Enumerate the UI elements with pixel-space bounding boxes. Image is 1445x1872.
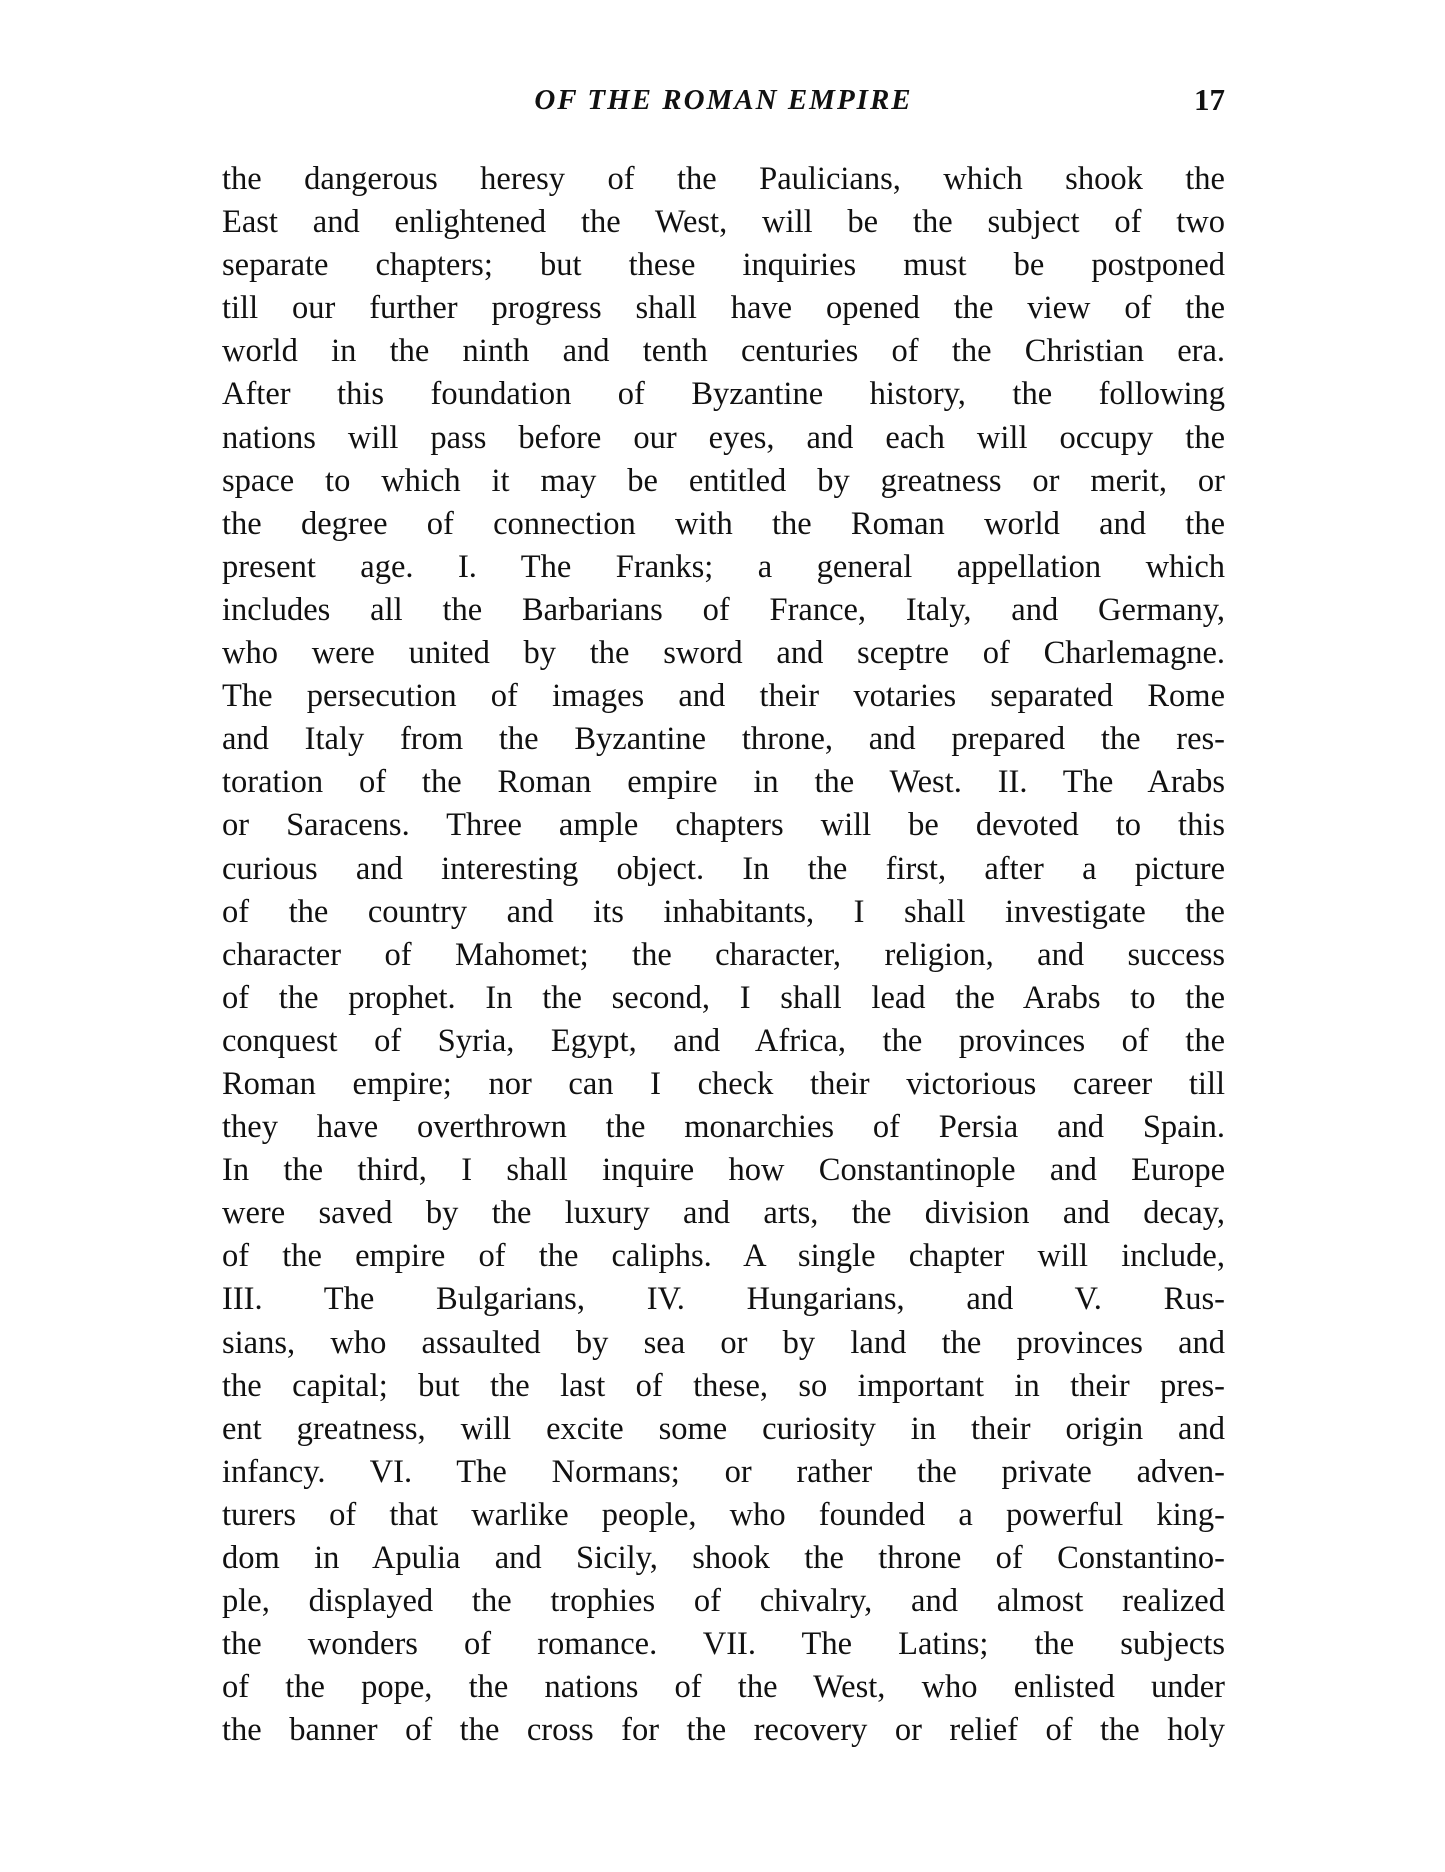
text-line: or Saracens. Three ample chapters will be devoted to this bbox=[222, 807, 1225, 844]
text-line: the capital; but the last of these, so important in their pres- bbox=[222, 1367, 1225, 1404]
text-line: turers of that warlike people, who founded a powerful king- bbox=[222, 1496, 1225, 1533]
text-line: separate chapters; but these inquiries must be postponed bbox=[222, 247, 1225, 284]
text-line: and Italy from the Byzantine throne, and prepared the res- bbox=[222, 721, 1225, 758]
text-line: conquest of Syria, Egypt, and Africa, the provinces of the bbox=[222, 1022, 1225, 1059]
text-line: After this foundation of Byzantine history, the following bbox=[222, 376, 1225, 413]
text-line: toration of the Roman empire in the West. II. The Arabs bbox=[222, 764, 1225, 801]
body-text bbox=[222, 158, 1225, 1752]
text-line: of the country and its inhabitants, I shall investigate the bbox=[222, 893, 1225, 930]
text-line: East and enlightened the West, will be the subject of two bbox=[222, 204, 1225, 241]
text-line: till our further progress shall have opened the view of the bbox=[222, 290, 1225, 327]
text-line: space to which it may be entitled by greatness or merit, or bbox=[222, 462, 1225, 499]
text-line: sians, who assaulted by sea or by land the provinces and bbox=[222, 1324, 1225, 1361]
text-line: of the empire of the caliphs. A single chapter will include, bbox=[222, 1238, 1225, 1275]
text-line: The persecution of images and their votaries separated Rome bbox=[222, 678, 1225, 715]
running-head bbox=[222, 84, 1225, 124]
text-line: In the third, I shall inquire how Constantinople and Europe bbox=[222, 1152, 1225, 1189]
running-title: OF THE ROMAN EMPIRE bbox=[534, 84, 913, 116]
page-number: 17 bbox=[1194, 82, 1225, 117]
text-line: III. The Bulgarians, IV. Hungarians, and V. Rus- bbox=[222, 1281, 1225, 1318]
text-line: curious and interesting object. In the first, after a picture bbox=[222, 850, 1225, 887]
text-line: the dangerous heresy of the Paulicians, which shook the bbox=[222, 161, 1225, 197]
text-line: Roman empire; nor can I check their victorious career till bbox=[222, 1065, 1225, 1102]
text-line: the wonders of romance. VII. The Latins; the subjects bbox=[222, 1626, 1225, 1663]
text-line: infancy. VI. The Normans; or rather the private adven- bbox=[222, 1453, 1225, 1490]
text-line: dom in Apulia and Sicily, shook the throne of Constantino- bbox=[222, 1540, 1225, 1576]
text-line: ent greatness, will excite some curiosity in their origin and bbox=[222, 1410, 1225, 1447]
text-line: world in the ninth and tenth centuries of the Christian era. bbox=[222, 333, 1225, 370]
text-line: of the pope, the nations of the West, who enlisted under bbox=[222, 1669, 1225, 1706]
text-line: the degree of connection with the Roman world and the bbox=[222, 505, 1225, 542]
text-line: who were united by the sword and sceptre of Charlemagne. bbox=[222, 635, 1225, 672]
text-line: the banner of the cross for the recovery or relief of the holy bbox=[222, 1712, 1225, 1749]
text-line: of the prophet. In the second, I shall lead the Arabs to the bbox=[222, 979, 1225, 1016]
text-line: nations will pass before our eyes, and each will occupy the bbox=[222, 419, 1225, 456]
text-line: character of Mahomet; the character, religion, and success bbox=[222, 936, 1225, 973]
text-line: present age. I. The Franks; a general appellation which bbox=[222, 548, 1225, 585]
text-line: includes all the Barbarians of France, Italy, and Germany, bbox=[222, 591, 1225, 628]
text-line: they have overthrown the monarchies of Persia and Spain. bbox=[222, 1109, 1225, 1146]
text-line: ple, displayed the trophies of chivalry, and almost realized bbox=[222, 1583, 1225, 1620]
text-line: were saved by the luxury and arts, the division and decay, bbox=[222, 1195, 1225, 1232]
